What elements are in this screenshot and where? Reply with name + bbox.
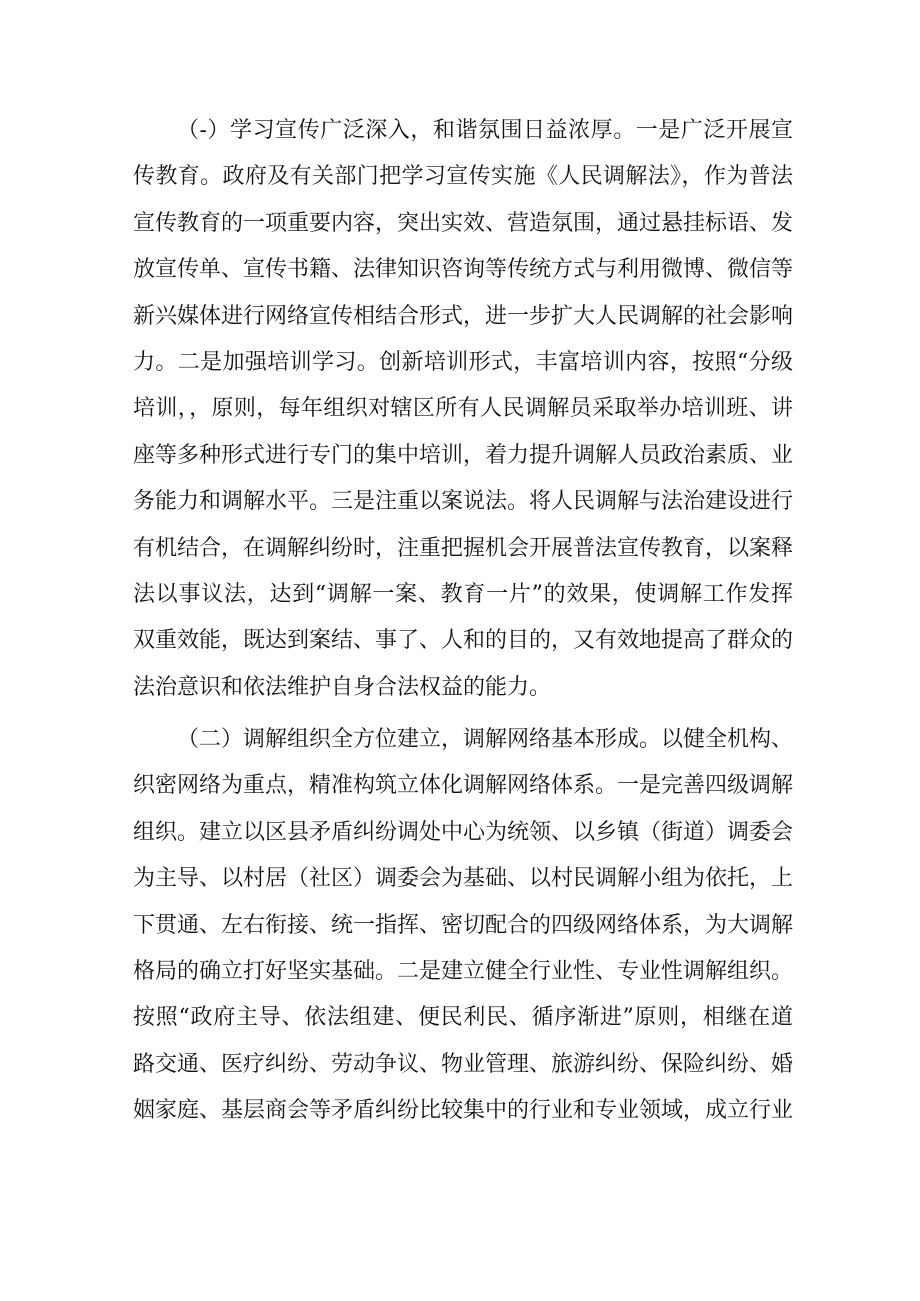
- paragraph-line: 路交通、医疗纠纷、劳动争议、物业管理、旅游纠纷、保险纠纷、婚: [133, 1051, 794, 1077]
- paragraph-line: （二）调解组织全方位建立，调解网络基本形成。以健全机构、: [177, 727, 794, 753]
- paragraph-line: 双重效能，既达到案结、事了、人和的目的，又有效地提高了群众的: [133, 628, 794, 654]
- paragraph-line: 有机结合，在调解纠纷时，注重把握机会开展普法宣传教育，以案释: [133, 535, 794, 561]
- paragraph-line: 为主导、以村居（社区）调委会为基础、以村民调解小组为依托，上: [133, 866, 794, 892]
- document-body: [133, 108, 793, 1135]
- paragraph-1: [133, 108, 793, 711]
- paragraph-line: 培训，，原则，每年组织对辖区所有人民调解员采取举办培训班、讲: [133, 396, 793, 422]
- paragraph-line: 姻家庭、基层商会等矛盾纠纷比较集中的行业和专业领域，成立行业: [133, 1098, 794, 1124]
- paragraph-line: 座等多种形式进行专门的集中培训，着力提升调解人员政治素质、业: [133, 442, 794, 468]
- paragraph-line: 传教育。政府及有关部门把学习宣传实施《人民调解法》，作为普法: [133, 164, 793, 190]
- paragraph-line: 组织。建立以区县矛盾纠纷调处中心为统领、以乡镇（街道）调委会: [133, 819, 794, 845]
- paragraph-line: 格局的确立打好坚实基础。二是建立健全行业性、专业性调解组织。: [133, 959, 794, 985]
- paragraph-line: 下贯通、左右衔接、统一指挥、密切配合的四级网络体系，为大调解: [133, 912, 794, 938]
- paragraph-line: 按照“政府主导、依法组建、便民利民、循序渐进”原则，相继在道: [133, 1005, 793, 1031]
- paragraph-line: 宣传教育的一项重要内容，突出实效、营造氛围，通过悬挂标语、发: [133, 210, 794, 236]
- paragraph-2: [133, 717, 793, 1135]
- paragraph-line: 力。二是加强培训学习。创新培训形式，丰富培训内容，按照“分级: [133, 349, 793, 375]
- paragraph-line: 新兴媒体进行网络宣传相结合形式，进一步扩大人民调解的社会影响: [133, 303, 794, 329]
- paragraph-line: 法以事议法，达到“调解一案、教育一片”的效果，使调解工作发挥: [133, 581, 793, 607]
- paragraph-line: 法治意识和依法维护自身合法权益的能力。: [133, 674, 552, 700]
- paragraph-line: 织密网络为重点，精准构筑立体化调解网络体系。一是完善四级调解: [133, 773, 794, 799]
- paragraph-line: （-）学习宣传广泛深入，和谐氛围日益浓厚。一是广泛开展宣: [177, 118, 793, 143]
- paragraph-line: 务能力和调解水平。三是注重以案说法。将人民调解与法治建设进行: [133, 489, 794, 515]
- paragraph-line: 放宣传单、宣传书籍、法律知识咨询等传统方式与利用微博、微信等: [133, 257, 794, 283]
